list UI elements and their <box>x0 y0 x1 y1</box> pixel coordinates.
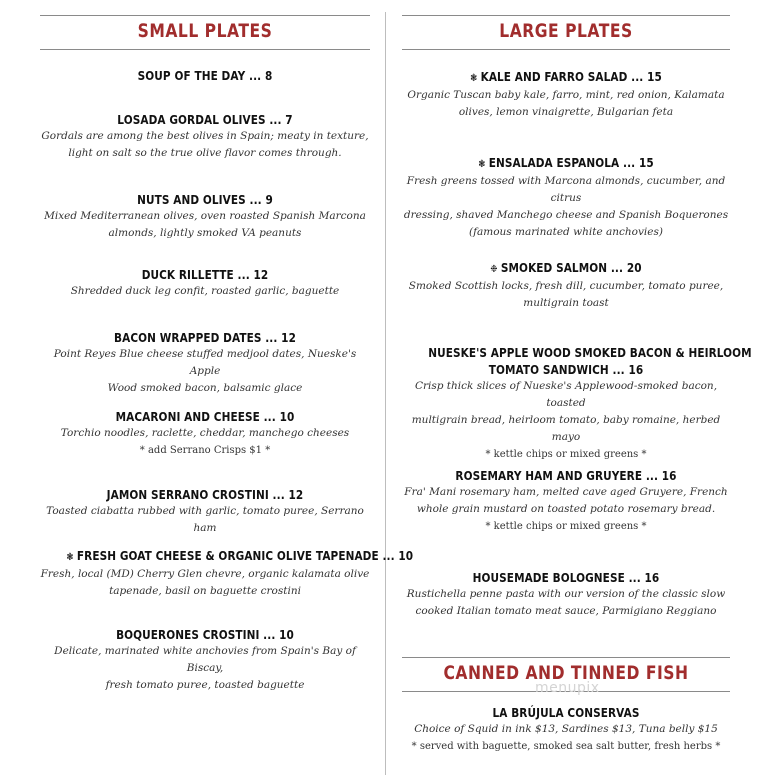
menu-item <box>402 569 730 620</box>
item-name: MACARONI AND CHEESE ... 10 <box>115 409 295 424</box>
large-plates-header <box>402 10 730 52</box>
item-name: HOUSEMADE BOLOGNESE ... 16 <box>472 570 660 585</box>
item-name: LA BRÚJULA CONSERVAS <box>492 705 640 720</box>
item-description: Delicate, marinated white anchovies from Spain's Bay of Biscay, <box>54 645 356 674</box>
item-name: KALE AND FARRO SALAD ... 15 <box>480 69 662 84</box>
section-title: SMALL PLATES <box>137 20 273 42</box>
section-title: CANNED AND TINNED FISH <box>443 662 689 684</box>
item-name: BACON WRAPPED DATES ... 12 <box>114 330 296 345</box>
item-description: Smoked Scottish locks, fresh dill, cucumber, tomato puree, <box>408 280 724 292</box>
item-description: Fresh greens tossed with Marcona almonds, cucumber, and citrus <box>406 175 726 204</box>
menu-item <box>40 111 370 162</box>
small-plates-header <box>40 10 370 52</box>
item-name: JAMON SERRANO CROSTINI ... 12 <box>106 487 304 502</box>
menu-item <box>40 191 370 242</box>
item-note: * add Serrano Crisps $1 * <box>139 445 271 456</box>
item-description: Shredded duck leg confit, roasted garlic, baguette <box>70 285 340 297</box>
item-name: SOUP OF THE DAY ... 8 <box>137 68 273 83</box>
item-description: Organic Tuscan baby kale, farro, mint, red onion, Kalamata <box>407 89 725 101</box>
menu-item <box>40 266 370 300</box>
item-note: * kettle chips or mixed greens * <box>485 521 647 532</box>
item-name: TOMATO SANDWICH ... 16 <box>488 362 644 377</box>
header-rule-top <box>402 657 730 658</box>
item-note: * kettle chips or mixed greens * <box>485 449 647 460</box>
menu-item <box>40 626 370 694</box>
item-name: LOSADA GORDAL OLIVES ... 7 <box>117 112 293 127</box>
item-name: DUCK RILLETTE ... 12 <box>141 267 269 282</box>
item-note: * served with baguette, smoked sea salt butter, fresh herbs * <box>411 741 721 752</box>
menu-item <box>402 344 752 463</box>
item-name: BOQUERONES CROSTINI ... 10 <box>116 627 294 642</box>
item-description: almonds, lightly smoked VA peanuts <box>108 227 302 239</box>
item-description: dressing, shaved Manchego cheese and Spanish Boquerones <box>403 209 729 221</box>
item-description: tapenade, basil on baguette crostini <box>109 585 301 597</box>
section-title: LARGE PLATES <box>499 20 633 42</box>
item-description: cooked Italian tomato meat sauce, Parmigiano Reggiano <box>415 605 717 617</box>
item-name-row <box>428 154 704 173</box>
item-name: ROSEMARY HAM AND GRUYERE ... 16 <box>455 468 677 483</box>
item-description: whole grain mustard on toasted potato rosemary bread. <box>416 503 716 515</box>
item-name: FRESH GOAT CHEESE & ORGANIC OLIVE TAPENADE ... 10 <box>76 548 414 563</box>
menu-item <box>40 329 370 397</box>
item-description: Mixed Mediterranean olives, oven roasted Spanish Marcona <box>44 210 366 222</box>
item-description: olives, lemon vinaigrette, Bulgarian feta <box>458 106 674 118</box>
item-name: NUESKE'S APPLE WOOD SMOKED BACON & HEIRLOOM <box>428 345 752 360</box>
organic-flower-icon: ❃ <box>470 73 478 84</box>
menu-item <box>402 704 730 755</box>
item-description: multigrain bread, heirloom tomato, baby romaine, herbed mayo <box>411 414 721 443</box>
item-description: (famous marinated white anchovies) <box>469 226 663 238</box>
item-name: NUTS AND OLIVES ... 9 <box>137 192 273 207</box>
item-name-row <box>66 547 414 566</box>
item-description: multigrain toast <box>523 297 609 309</box>
menu-item <box>40 486 370 537</box>
header-rule-top <box>402 15 730 16</box>
sustainable-seafood-icon: ❉ <box>490 264 498 275</box>
header-rule-bottom <box>40 49 370 50</box>
item-name-row <box>428 259 704 278</box>
item-description: fresh tomato puree, toasted baguette <box>105 679 305 691</box>
item-description: Choice of Squid in ink $13, Sardines $13, Tuna belly $15 <box>414 723 718 735</box>
menu-item <box>402 259 730 312</box>
item-description: Fresh, local (MD) Cherry Glen chevre, organic kalamata olive <box>40 568 370 580</box>
item-description: Toasted ciabatta rubbed with garlic, tomato puree, Serrano ham <box>46 505 364 534</box>
header-rule-bottom <box>402 49 730 50</box>
menu-item <box>40 547 414 600</box>
item-description: Wood smoked bacon, balsamic glace <box>107 382 303 394</box>
item-name: SMOKED SALMON ... 20 <box>500 260 642 275</box>
menu-item <box>402 154 730 241</box>
item-name-row <box>428 68 704 87</box>
item-description: Fra' Mani rosemary ham, melted cave aged Gruyere, French <box>404 486 728 498</box>
item-description: light on salt so the true olive flavor comes through. <box>68 147 342 159</box>
menu-item <box>402 68 730 121</box>
item-description: Torchio noodles, raclette, cheddar, manchego cheeses <box>60 427 350 439</box>
item-description: Crisp thick slices of Nueske's Applewood-smoked bacon, toasted <box>414 380 718 409</box>
item-description: Gordals are among the best olives in Spain; meaty in texture, <box>41 130 369 142</box>
organic-flower-icon: ❃ <box>478 159 486 170</box>
item-description: Point Reyes Blue cheese stuffed medjool dates, Nueske's Apple <box>53 348 357 377</box>
header-rule-top <box>40 15 370 16</box>
menu-item <box>402 467 730 535</box>
menu-item <box>40 67 370 84</box>
watermark: menupix <box>535 680 600 696</box>
column-divider <box>385 12 386 775</box>
item-name: ENSALADA ESPANOLA ... 15 <box>488 155 654 170</box>
organic-flower-icon: ❃ <box>66 552 74 563</box>
item-description: Rustichella penne pasta with our version of the classic slow <box>406 588 726 600</box>
menu-item <box>40 408 370 459</box>
